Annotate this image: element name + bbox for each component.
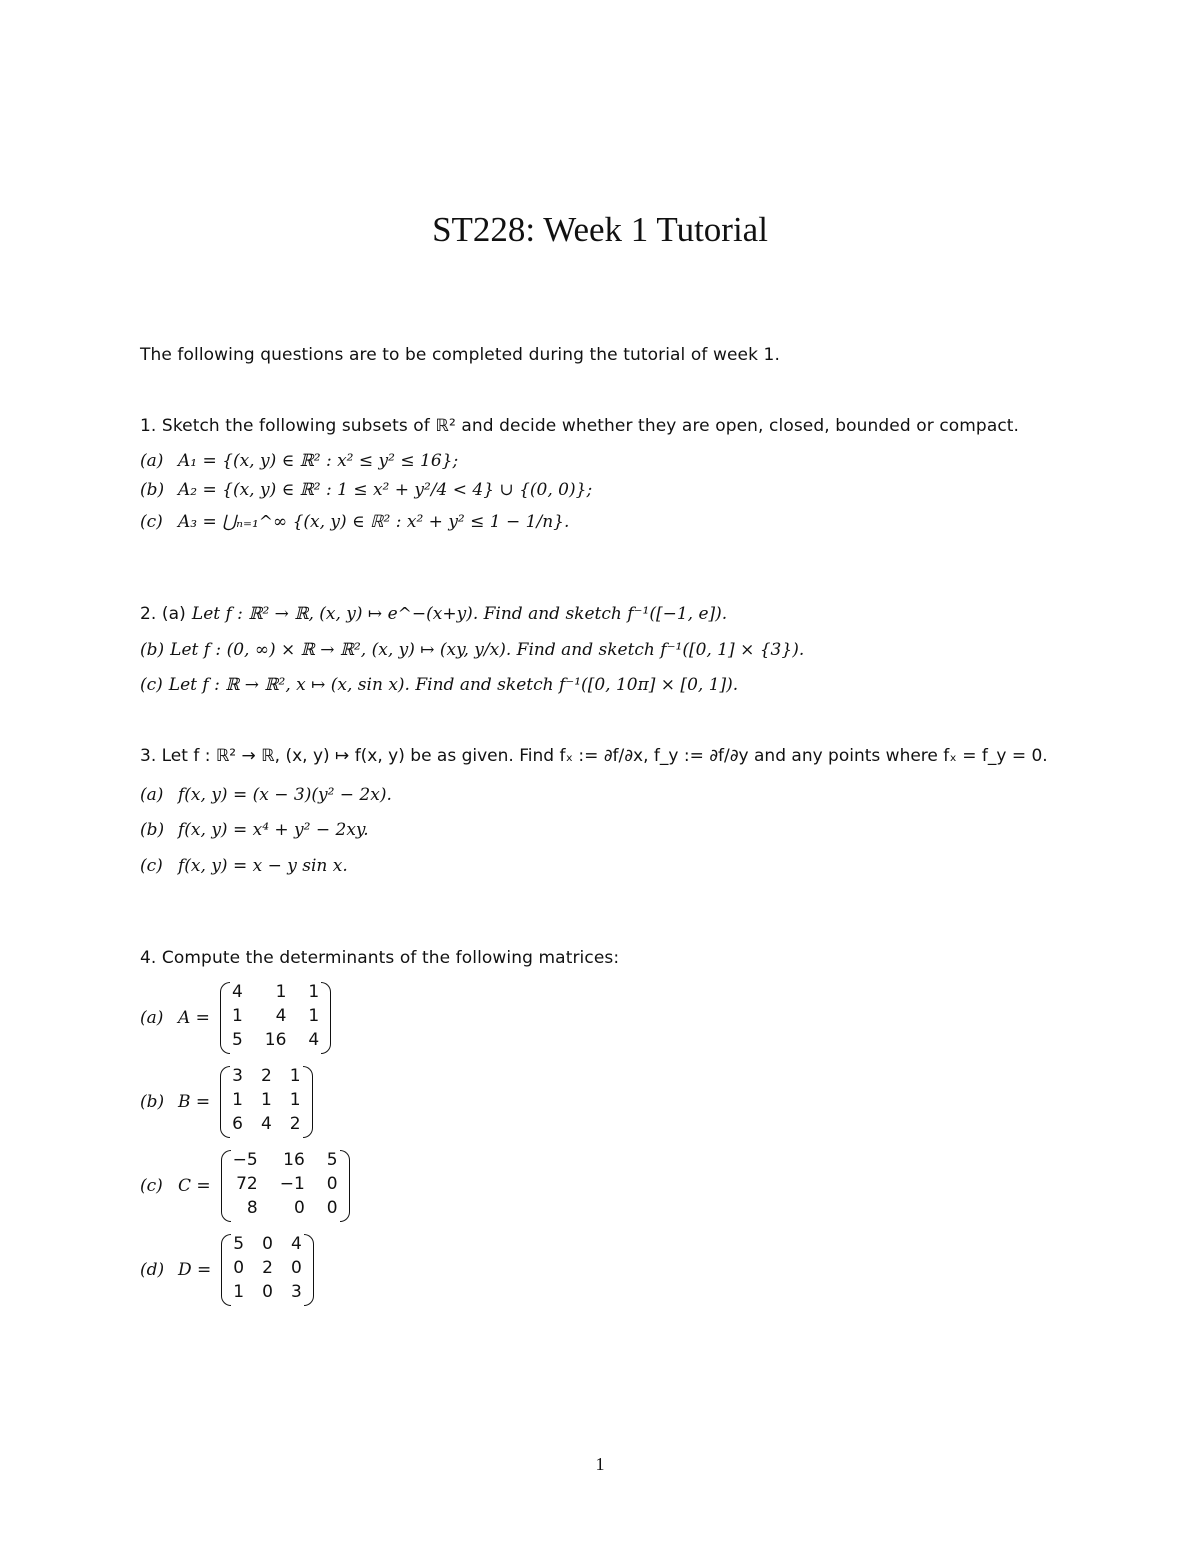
matrix-cell: 4 — [260, 1114, 272, 1134]
q3-item-label: (a) — [140, 785, 164, 805]
matrix-d — [140, 1232, 314, 1308]
q3-item-label: (c) — [140, 856, 163, 876]
q1-item-expr: A₁ = {(x, y) ∈ ℝ² : x² ≤ y² ≤ 16}; — [178, 451, 459, 471]
q2-item-expr: Let f : ℝ → ℝ², x ↦ (x, sin x). Find and sketch f⁻¹([0, 10π] × [0, 1]). — [168, 675, 739, 695]
matrix-cell: 3 — [290, 1282, 302, 1302]
matrix-cell: 0 — [293, 1198, 305, 1218]
q3-item-a — [140, 785, 392, 805]
matrix-cell: 72 — [236, 1174, 258, 1194]
matrix-cell: 0 — [233, 1258, 245, 1278]
matrix-cell: 5 — [231, 1030, 243, 1050]
q3-item-c — [140, 856, 348, 876]
q3-item-expr: f(x, y) = x − y sin x. — [178, 856, 348, 876]
q1-item-label: (c) — [140, 512, 163, 532]
matrix-cell: 4 — [275, 1006, 287, 1026]
matrix-label: (c) — [140, 1176, 163, 1196]
matrix-entries — [230, 1066, 302, 1138]
matrix-cell: 1 — [260, 1090, 272, 1110]
matrix-cell: 0 — [326, 1174, 338, 1194]
matrix-cell: 8 — [246, 1198, 258, 1218]
matrix-cell: 1 — [289, 1090, 301, 1110]
matrix-entries — [231, 1234, 303, 1306]
q1-item-expr: A₂ = {(x, y) ∈ ℝ² : 1 ≤ x² + y²/4 < 4} ∪ {(0, 0)}; — [178, 480, 593, 500]
matrix-name: B = — [178, 1092, 211, 1112]
right-paren — [304, 1234, 314, 1306]
q2-item-b — [140, 640, 804, 660]
q3-item-expr: f(x, y) = x⁴ + y² − 2xy. — [178, 820, 369, 840]
matrix-cell: 1 — [231, 1006, 243, 1026]
q2-item-label: (c) — [140, 675, 163, 695]
left-paren — [221, 1150, 231, 1222]
q3-item-expr: f(x, y) = (x − 3)(y² − 2x). — [178, 785, 392, 805]
q3-item-label: (b) — [140, 820, 165, 840]
matrix-cell: 5 — [233, 1234, 245, 1254]
matrix-cell: 4 — [231, 982, 243, 1002]
q1-item-b — [140, 480, 592, 500]
q1-item-a — [140, 451, 458, 471]
matrix-cell: 2 — [289, 1114, 301, 1134]
matrix-cell: 5 — [326, 1150, 338, 1170]
q2-item-label: (b) — [140, 640, 165, 660]
matrix-cell: 3 — [232, 1066, 243, 1086]
page-title: ST228: Week 1 Tutorial — [432, 210, 768, 249]
matrix-cell: 1 — [233, 1282, 245, 1302]
q1-prompt: 1. Sketch the following subsets of ℝ² and decide whether they are open, closed, bounded or compact. — [140, 416, 1020, 436]
matrix-a — [140, 980, 331, 1056]
q2-item-expr: Let f : ℝ² → ℝ, (x, y) ↦ e^−(x+y). Find and sketch f⁻¹([−1, e]). — [191, 604, 728, 624]
matrix-cell: 6 — [232, 1114, 243, 1134]
intro-text: The following questions are to be completed during the tutorial of week 1. — [140, 345, 780, 365]
q3-item-b — [140, 820, 369, 840]
matrix-cell: 16 — [283, 1150, 305, 1170]
matrix-cell: 2 — [262, 1258, 273, 1278]
right-paren — [303, 1066, 313, 1138]
matrix-b — [140, 1064, 313, 1140]
matrix-cell: 1 — [232, 1090, 243, 1110]
matrix-cell: −1 — [279, 1174, 305, 1194]
matrix-cell: 1 — [275, 982, 287, 1002]
q1-item-label: (a) — [140, 451, 164, 471]
matrix-entries — [231, 1150, 340, 1222]
matrix-name: C = — [178, 1176, 211, 1196]
matrix-cell: 4 — [290, 1234, 302, 1254]
matrix-label: (a) — [140, 1008, 164, 1028]
matrix-cell: 1 — [308, 982, 320, 1002]
left-paren — [220, 1066, 230, 1138]
matrix-entries — [230, 982, 321, 1054]
left-paren — [220, 982, 230, 1054]
q2-item-label: 2. (a) — [140, 604, 186, 624]
matrix-c — [140, 1148, 350, 1224]
matrix-cell: 2 — [260, 1066, 272, 1086]
matrix-name: D = — [178, 1260, 212, 1280]
page-number: 1 — [595, 1454, 605, 1474]
matrix-cell: 0 — [262, 1282, 273, 1302]
matrix-label: (b) — [140, 1092, 165, 1112]
q4-prompt: 4. Compute the determinants of the following matrices: — [140, 948, 620, 968]
q1-item-label: (b) — [140, 480, 165, 500]
right-paren — [340, 1150, 350, 1222]
matrix-name: A = — [178, 1008, 210, 1028]
matrix-cell: 1 — [308, 1006, 320, 1026]
matrix-cell: 0 — [290, 1258, 302, 1278]
q2-item-a — [140, 604, 727, 624]
matrix-cell: 16 — [264, 1030, 287, 1050]
q3-prompt: 3. Let f : ℝ² → ℝ, (x, y) ↦ f(x, y) be as given. Find fₓ := ∂f/∂x, f_y := ∂f/∂y and any points where fₓ = f_y = 0. — [140, 746, 1048, 766]
matrix-cell: 0 — [262, 1234, 273, 1254]
q2-item-c — [140, 675, 738, 695]
matrix-cell: 4 — [308, 1030, 320, 1050]
q1-item-c — [140, 512, 569, 532]
q2-item-expr: Let f : (0, ∞) × ℝ → ℝ², (x, y) ↦ (xy, y/x). Find and sketch f⁻¹([0, 1] × {3}). — [170, 640, 805, 660]
q1-item-expr: A₃ = ⋃ₙ₌₁^∞ {(x, y) ∈ ℝ² : x² + y² ≤ 1 − 1/n}. — [178, 512, 570, 532]
matrix-cell: 0 — [326, 1198, 338, 1218]
right-paren — [321, 982, 331, 1054]
left-paren — [221, 1234, 231, 1306]
matrix-cell: −5 — [232, 1150, 258, 1170]
matrix-label: (d) — [140, 1260, 165, 1280]
matrix-cell: 1 — [289, 1066, 301, 1086]
